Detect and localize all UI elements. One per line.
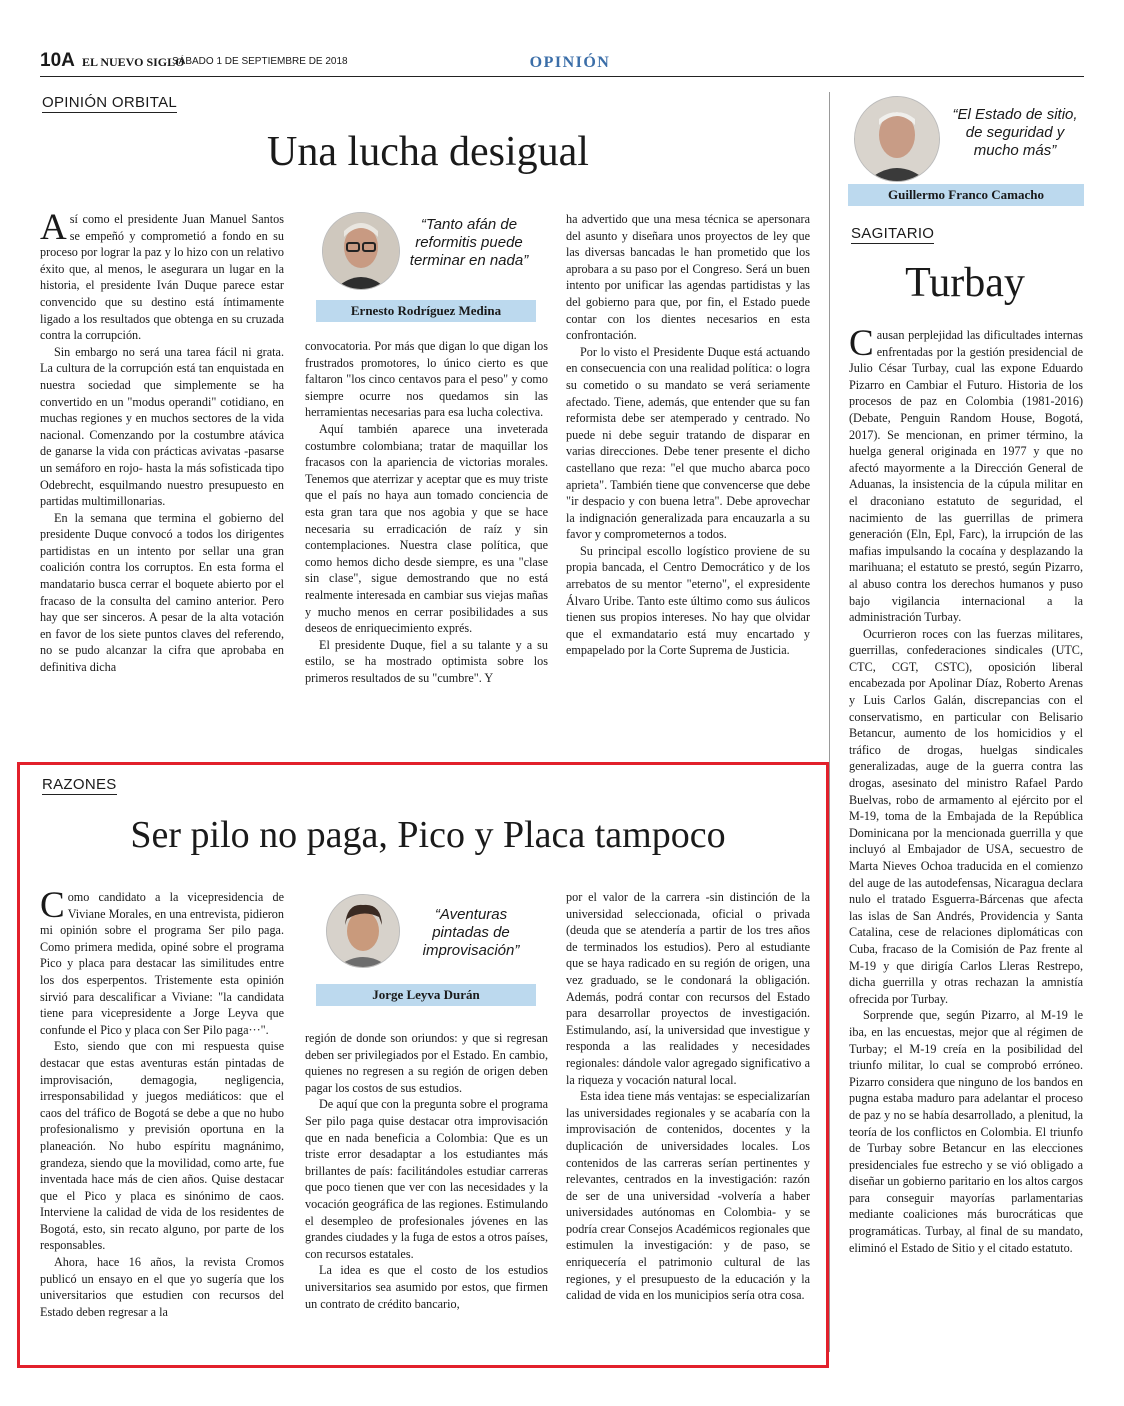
paragraph: Esto, siendo que con mi respuesta quise destacar que estas aventuras están pintadas de improvisación, demagogia, negligencia, irresponsabilidad y juegos mediáticos: que el caos del tráfico de Bogotá se debe a que no hubo profesionalismo y previsión oportuna en la planeación. No hubo espíritu magnánimo, grandeza, siendo que la movilidad, como arte, fue inventada hace más de cien años. Quise destacar que el Pico y placa es sinónimo de caos. Interviene la calidad de vida de los residentes de Bogotá, esto, sin recato alguno, por parte de los responsables. [40,1039,284,1253]
pull-quote: “El Estado de sitio, de seguridad y mucho más” [952,106,1078,159]
paragraph: sí como el presidente Juan Manuel Santos se empeñó y comprometió a fondo en su proceso por lograr la paz y lo hizo con un relativo éxito que, al menos, le asegurara un lugar en la historia, el presidente Iván Duque parece estar convencido que su destino está íntimamente ligado a los resultados que obtenga en su cruzada contra la corrupción. [40,212,284,343]
header-rule [40,76,1084,77]
paper-name: EL NUEVO SIGLO [82,55,185,69]
paragraph: convocatoria. Por más que digan lo que digan los frustrados promotores, lo único cierto es que faltaron "los cinco centavos para el peso" y como siempre ocurre nos quedamos sin las herramientas necesarias para esa lucha colectiva. [305,339,548,420]
section-title: OPINIÓN [529,54,611,71]
paragraph: De aquí que con la pregunta sobre el programa Ser pilo paga quise destacar otra improvisación que en nada beneficia a Colombia: Que es un triste error desadaptar a los estudiantes más brillantes de país: facilitándoles estudiar carreras que poco tienen que ver con las necesidades y la vocación geográfica de las regiones. Estimulando el desempleo de profesionales jóvenes en las grandes ciudades y la fuga de estos a otros países, con recursos estatales. [305,1097,549,1261]
column-divider [829,92,830,1352]
person-portrait-icon [854,96,940,182]
paragraph: ha advertido que una mesa técnica se apersonara del asunto y diseñara unos proyectos de ley que las diversas bancadas le han prometido que los aprobara a su paso por el Congreso. Será un buen intento por unificar las agendas partidistas y las del gobierno para que, por fin, el Estado puede contar con los dientes necesarios en esta confrontación. [566,212,810,343]
article2-column-1 [40,885,284,1320]
issue-date: SÁBADO 1 DE SEPTIEMBRE DE 2018 [172,56,348,67]
pull-quote: “Tanto afán de reformitis puede terminar en nada” [409,216,529,269]
article3-title: Turbay [905,260,1025,306]
paragraph: Sin embargo no será una tarea fácil ni grata. La cultura de la corrupción está tan enquistada en nuestra sociedad que simplemente se ha convertido en un "modus operandi" cotidiano, en muchas regiones y en muchos sectores de la vida nacional. Comenzando por la costumbre atávica de ganarse la vida con prácticas avivatas -pasarse un semáforo en rojo- hasta la más sofisticada tipo Odebrecht, esquilmando nuestro presupuesto en partidas multimillonarias. [40,344,284,509]
article1-kicker: OPINIÓN ORBITAL [42,94,178,111]
author-name: Guillermo Franco Camacho [848,184,1084,206]
paragraph: ausan perplejidad las dificultades internas enfrentadas por la gestión presidencial de Julio César Turbay, cual las expone Eduardo Pizarro en Cambiar el Futuro. Historia de los procesos de paz en Colombia (1981-2016) (Debate, Penguin Random House, Bogotá, 2017). Se mencionan, en primer término, la huelga general originada en 1977 y que no afectó mayormente a la Dirección General de Aduanas, la insistencia de la cúpula militar en el draconiano estatuto de seguridad, el nacimiento de las guerrillas de primera generación (Eln, Epl, Farc), la irrupción de las mafias impulsando la cocaína y desplazando la marihuana; el estatuto se prestó, según Pizarro, al abuso contra los derechos humanos y puso bajo vigilancia internacional a la administración Turbay. [849,328,1083,625]
author-name: Ernesto Rodríguez Medina [316,300,536,322]
drop-cap: A [40,207,67,248]
paragraph: región de donde son oriundos: y que si regresan deben ser privilegiados por el Estado. En cambio, quienes no regresen a su región de origen deben pagar los costos de sus estudios. [305,1031,548,1095]
paragraph: Esta idea tiene más ventajas: se especializarían las universidades regionales y se acabaría con la improvisación de contenidos, docentes y la duplicación de universidades locales. Los contenidos de las carreras serían pertinentes y relevantes, centrados en la investigación: razón de ser de una universidad -volvería a haber universidades autónomas en Colombia- y se podría crear Consejos Académicos regionales que estimulen la investigación: y de paso, se enriquecería el patrimonio cultural de las regiones, y el presupuesto de la educación y la calidad de vida en los municipios sería otra cosa. [566,1089,810,1303]
page-number: 10A [40,50,75,71]
article2-column-2 [305,1030,548,1312]
paragraph: Ocurrieron roces con las fuerzas militares, guerrillas, confederaciones sindicales (UTC, CTC, CGT, CSTC), oposición liberal encabezada por Apolinar Díaz, Roberto Arenas y Luis Carlos Galán, discrepancias con el conservatismo, en particular con Belisario Betancur, aumento de los homicidios y el tráfico de drogas, huelgas sindicales generalizadas, auge de la guerra contra las drogas, asesinato del ministro Rafael Pardo Buelvas, robo de armamento al ejército por el M-19, toma de la Embajada de la República Dominicana por la mencionada guerrilla y que incluyó al Embajador de USA, secuestro de Marta Nieves Ochoa traducida en el comienzo del auge de las autodefensas, Nicaragua declara nulo el tratado Esguerra-Bárcenas que afecta las islas de San Andrés, Providencia y Santa Catalina, cese de relaciones diplomáticas con Cuba, fracaso de la Comisión de Paz frente al M-19 y que dirigía Carlos Lleras Restrepo, dicha guerrilla y otras rechazan la amnistía ofrecida por Turbay. [849,626,1083,1006]
paragraph: Sorprende que, según Pizarro, al M-19 le iba, en las encuestas, mejor que al régimen de Turbay; el M-19 creía en la posibilidad del triunfo militar, lo cual se comprobó erróneo. Pizarro considera que ninguno de los bandos en pugna estaba maduro para adelantar el proceso de paz y no se había desarrollado, a plenitud, la teoría de los conflictos en Colombia. El triunfo de Turbay sobre Betancur en las elecciones presidenciales fue estrecho y se vió obligado a diseñar un gobierno paritario en los altos cargos para conseguir mayorías parlamentarias mediante coaliciones más burocráticas que programáticas. Turbay, al final de su mandato, eliminó el Estado de Sitio y el citado estatuto. [849,1008,1083,1255]
article2-title: Ser pilo no paga, Pico y Placa tampoco [130,814,726,856]
person-portrait-icon [322,212,400,290]
paragraph: por el valor de la carrera -sin distinción de la universidad seleccionada, oficial o privada (deuda que se atendería a partir de los tres años de terminados los estudios). Pero al estudiante que se haya radicado en su región de origen, una vez graduado, se le condonará la obligación. Además, podrá contar con recursos del Estado para desarrollar proyectos de investigación. Estimulando, así, la universidad que investigue y responda a las realidades y necesidades regionales: dándole valor agregado significativo a la riqueza y vocación natural local. [566,890,810,1087]
paragraph: En la semana que termina el gobierno del presidente Duque convocó a todos los dirigentes partidistas en un intento por sellar una gran coalición contra los corruptos. En esta forma el mandatario busca cerrar el boquete abierto por el fracaso de la consulta del camino anterior. Pero hay que ser sinceros. A pesar de la alta votación en favor de los siete puntos claves del referendo, no se pudo alcanzar la cifra que aprobaba en definitiva dicha [40,510,284,675]
author-name: Jorge Leyva Durán [316,984,536,1006]
paragraph: Ahora, hace 16 años, la revista Cromos publicó un ensayo en el que yo sugería que los universitarios que estudien con recursos del Estado deben regresar a la [40,1255,284,1319]
article2-author-box [316,892,536,1006]
paragraph: Su principal escollo logístico proviene de su propia bancada, el Centro Democrático y de los arrebatos de su mentor "eterno", el expresidente Álvaro Uribe. Tanto este último como sus áulicos tienen sus propios intereses. No hay que olvidar que el exmandatario está muy encartado y empapelado por la Corte Suprema de Justicia. [566,543,810,658]
article1-column-1 [40,207,284,676]
article3-kicker: SAGITARIO [851,225,935,242]
article2-kicker: RAZONES [42,776,117,793]
article1-column-3 [566,211,810,659]
article2-column-3 [566,889,810,1304]
article1-column-2 [305,338,548,686]
article1-author-box [316,208,536,324]
paragraph: El presidente Duque, fiel a su talante y a su estilo, se ha mostrado optimista sobre los primeros resultados de su "cumbre". Y [305,637,548,685]
drop-cap: C [849,323,874,364]
paragraph: Aquí también aparece una inveterada costumbre colombiana; tratar de maquillar los fracasos con la apariencia de victorias morales. Tenemos que aterrizar y aceptar que es muy triste que el país no haya aun tomado conciencia de esta gran tara que nos agobia y que se hace necesaria su erradicación de raíz y sin contemplaciones. Nuestra clase política, que como hemos dicho desde siempre, es una "clase sin clase", sigue demostrando que no está realmente interesada en cambiar sus viejas mañas y mucho menos en cerrar posibilidades a sus deseos de enriquecimiento exprés. [305,421,548,636]
paragraph: omo candidato a la vicepresidencia de Viviane Morales, en una entrevista, pidieron mi opinión sobre el programa Ser pilo paga. Como primera medida, opiné sobre el programa Pico y placa para destacar las similitudes entre los dos esperpentos. Tristemente esta opinión sirvió para descalificar a Viviane: "la candidata tiene para vicepresidente a Jorge Leyva que confunde el Pico y placa con Ser Pilo paga···". [40,890,284,1037]
paragraph: Por lo visto el Presidente Duque está actuando en consecuencia con una realidad política: o logra su cometido o su mandato se verá seriamente afectado. Tiene, además, que entender que su fan reformista debe ser atemperado y centrado. No puede ni debe seguir tratando de disparar en varias direcciones. Debe tener presente el dicho castellano que reza: "el que mucho abarca poco aprieta". También tiene que convencerse que debe "ir despacio y con buena letra". Debe aprovechar la indignación generalizada para encauzarla a su favor y comprometernos a todos. [566,344,810,542]
article3-column [849,323,1083,1256]
paragraph: La idea es que el costo de los estudios universitarios sea asumido por estos, que firmen un contrato de crédito bancario, [305,1263,548,1311]
article1-title: Una lucha desigual [267,129,589,175]
drop-cap: C [40,885,65,926]
pull-quote: “Aventuras pintadas de improvisación” [422,906,520,959]
person-portrait-icon [326,894,400,968]
article3-author-box [848,94,1084,208]
